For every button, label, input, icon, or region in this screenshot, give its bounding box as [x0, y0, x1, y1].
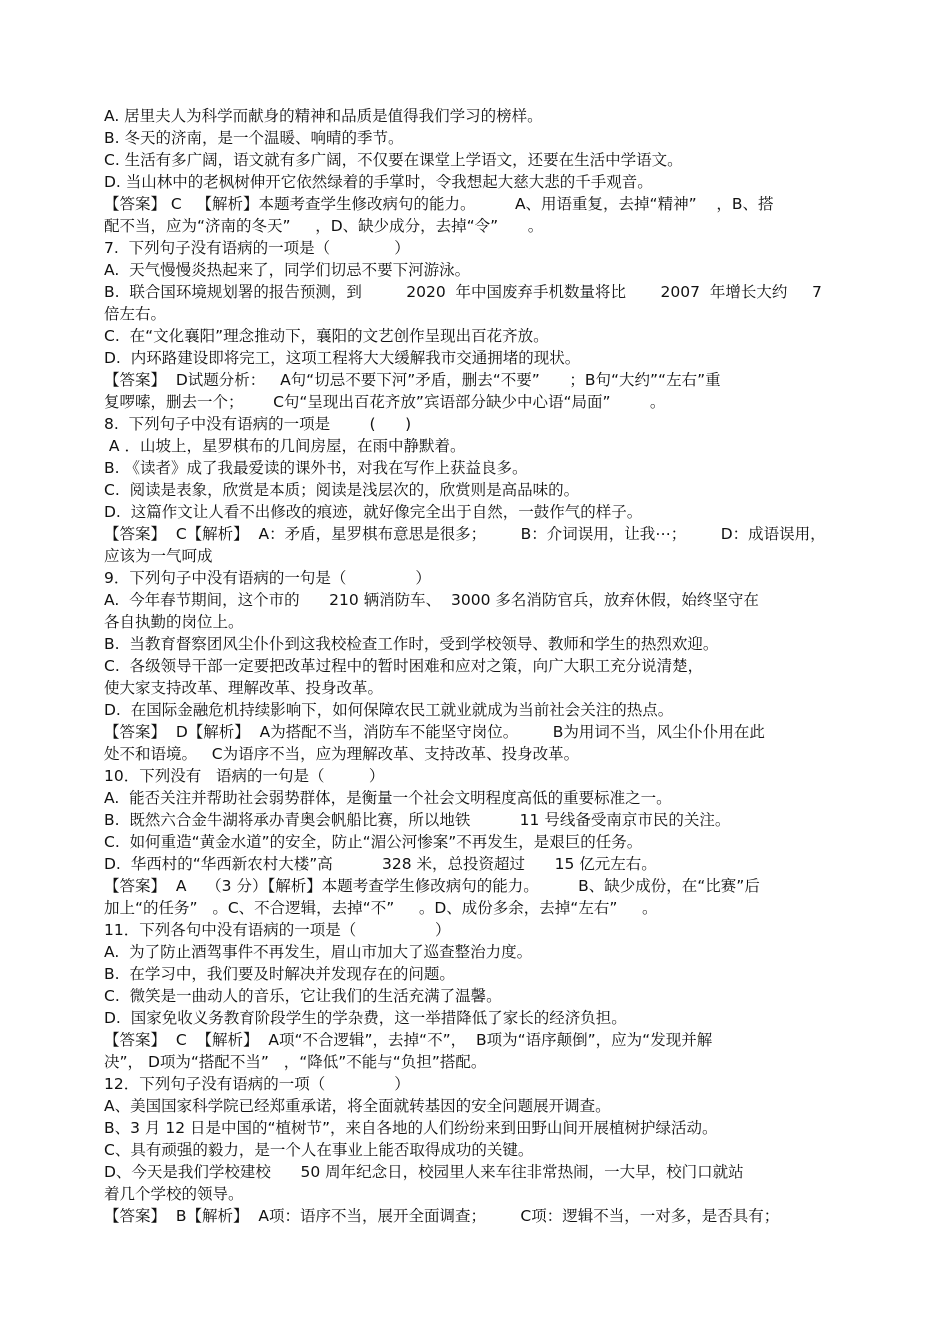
text-line: D. 这篇作文让人看不出修改的痕迹，就好像完全出于自然，一鼓作气的样子。 [104, 503, 643, 521]
text-line: 7. 下列句子没有语病的一项是（ ） [104, 239, 410, 257]
text-line: 10．下列没有 语病的一句是（ ） [104, 767, 385, 785]
text-line: 加上“的任务” 。C、不合逻辑，去掉“不” 。D、成份多余，去掉“左右” 。 [104, 899, 658, 917]
text-line: 9．下列句子中没有语病的一句是（ ） [104, 569, 431, 587]
text-line: 【答案】 B【解析】 A项：语序不当，展开全面调查； C项：逻辑不当，一对多，是否具有； [104, 1207, 780, 1225]
text-line: 倍左右。 [104, 305, 167, 323]
text-line: 使大家支持改革、理解改革、投身改革。 [104, 679, 384, 697]
text-line: B. 冬天的济南，是一个温暖、响晴的季节。 [104, 129, 404, 147]
text-line: C. 阅读是表象，欣赏是本质；阅读是浅层次的，欣赏则是高品味的。 [104, 481, 580, 499]
text-line: 处不和语境。 C为语序不当，应为理解改革、支持改革、投身改革。 [104, 745, 580, 763]
text-line: 【答案】 C 【解析】本题考查学生修改病句的能力。 A、用语重复，去掉“精神” ，B、搭 [104, 195, 774, 213]
text-line: C. 在“文化襄阳”理念推动下，襄阳的文艺创作呈现出百花齐放。 [104, 327, 549, 345]
text-line: A. 居里夫人为科学而献身的精神和品质是值得我们学习的榜样。 [104, 107, 543, 125]
text-line: A. 能否关注并帮助社会弱势群体，是衡量一个社会文明程度高低的重要标准之一。 [104, 789, 672, 807]
document-body [104, 105, 854, 1227]
text-line: 复啰嗦，删去一个； C句“呈现出百花齐放”宾语部分缺少中心语“局面” 。 [104, 393, 666, 411]
text-line: 着几个学校的领导。 [104, 1185, 244, 1203]
text-line: B. 既然六合金牛湖将承办青奥会帆船比赛，所以地铁 11 号线备受南京市民的关注。 [104, 811, 731, 829]
text-line: A ．山坡上，星罗棋布的几间房屋，在雨中静默着。 [104, 437, 466, 455]
text-line: B. 《读者》成了我最爱读的课外书，对我在写作上获益良多。 [104, 459, 528, 477]
text-line: C. 微笑是一曲动人的音乐，它让我们的生活充满了温馨。 [104, 987, 502, 1005]
text-line: 【答案】 D【解析】 A为搭配不当，消防车不能坚守岗位。 B为用词不当，风尘仆仆用在此 [104, 723, 765, 741]
text-line: 【答案】 D试题分析： A句“切忌不要下河”矛盾，删去“不要” ；B句“大约”“左右”重 [104, 371, 721, 389]
text-line: B. 当教育督察团风尘仆仆到这我校检查工作时，受到学校领导、教师和学生的热烈欢迎。 [104, 635, 719, 653]
text-line: C. 生活有多广阔，语文就有多广阔，不仅要在课堂上学语文，还要在生活中学语文。 [104, 151, 683, 169]
text-line: D、今天是我们学校建校 50 周年纪念日，校园里人来车往非常热闹，一大早，校门口就站 [104, 1163, 744, 1181]
text-line: 配不当，应为“济南的冬天” ，D、缺少成分，去掉“令” 。 [104, 217, 544, 235]
text-line: B、3 月 12 日是中国的“植树节”，来自各地的人们纷纷来到田野山间开展植树护绿活动。 [104, 1119, 718, 1137]
text-line: A. 天气慢慢炎热起来了，同学们切忌不要下河游泳。 [104, 261, 471, 279]
text-line: 决”， D项为“搭配不当” ，“降低”不能与“负担”搭配。 [104, 1053, 487, 1071]
text-line: C. 各级领导干部一定要把改革过程中的暂时困难和应对之策，向广大职工充分说清楚， [104, 657, 704, 675]
text-line: A. 今年春节期间，这个市的 210 辆消防车、 3000 多名消防官兵，放弃休假，始终坚守在 [104, 591, 759, 609]
text-line: D. 国家免收义务教育阶段学生的学杂费，这一举措降低了家长的经济负担。 [104, 1009, 627, 1027]
text-line: 【答案】 A （3 分）【解析】本题考查学生修改病句的能力。 B、缺少成份，在“比赛”后 [104, 877, 760, 895]
text-line: 【答案】 C 【解析】 A项“不合逻辑”，去掉“不”， B项为“语序颠倒”，应为“发现并解 [104, 1031, 713, 1049]
text-line: 【答案】 C【解析】 A：矛盾，星罗棋布意思是很多； B：介词误用，让我⋯； D：成语误用， [104, 525, 826, 543]
text-line: B. 在学习中，我们要及时解决并发现存在的问题。 [104, 965, 455, 983]
text-line: 11．下列各句中没有语病的一项是（ ） [104, 921, 451, 939]
text-line: 应该为一气呵成 [104, 547, 213, 565]
text-line: 各自执勤的岗位上。 [104, 613, 244, 631]
text-line: 12．下列句子没有语病的一项（ ） [104, 1075, 410, 1093]
text-line: B. 联合国环境规划署的报告预测，到 2020 年中国废弃手机数量将比 2007 年增长大约 7 [104, 283, 822, 301]
text-line: A. 为了防止酒驾事件不再发生，眉山市加大了巡查整治力度。 [104, 943, 533, 961]
text-line: D. 内环路建设即将完工，这项工程将大大缓解我市交通拥堵的现状。 [104, 349, 581, 367]
text-line: D. 当山林中的老枫树伸开它依然绿着的手掌时，令我想起大慈大悲的千手观音。 [104, 173, 653, 191]
text-line: D. 在国际金融危机持续影响下，如何保障农民工就业就成为当前社会关注的热点。 [104, 701, 674, 719]
text-line: A、美国国家科学院已经郑重承诺，将全面就转基因的安全问题展开调查。 [104, 1097, 611, 1115]
text-line: 8. 下列句子中没有语病的一项是 ( ) [104, 415, 412, 433]
text-line: D. 华西村的“华西新农村大楼”高 328 米，总投资超过 15 亿元左右。 [104, 855, 657, 873]
text-line: C、具有顽强的毅力，是一个人在事业上能否取得成功的关键。 [104, 1141, 534, 1159]
text-line: C. 如何重造“黄金水道”的安全，防止“湄公河惨案”不再发生，是艰巨的任务。 [104, 833, 643, 851]
